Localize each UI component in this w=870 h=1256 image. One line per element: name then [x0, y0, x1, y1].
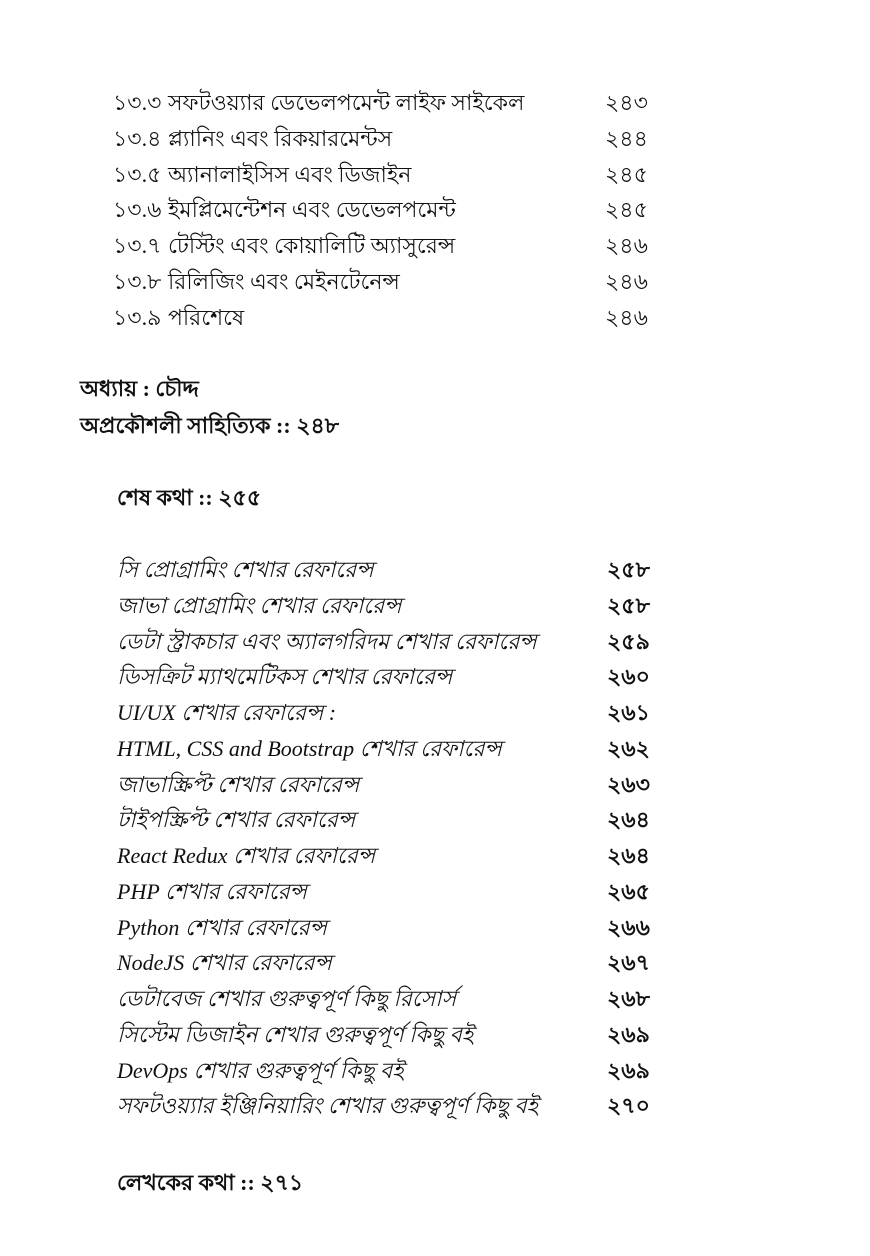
entry-page-number: ২৬৯	[607, 1057, 650, 1083]
entry-page-number: ২৬৩	[607, 771, 650, 797]
entry-page-number: ২৫৯	[607, 628, 650, 654]
entry-page-number: ২৬৬	[607, 914, 650, 940]
entry-page-number: ২৪৩	[605, 90, 648, 115]
toc-subsection-row	[113, 264, 648, 300]
entry-page-number: ২৪৪	[605, 125, 648, 151]
entry-title: সিস্টেম ডিজাইন শেখার গুরুত্বপূর্ণ কিছু বই	[117, 1021, 474, 1047]
toc-reference-row	[117, 588, 650, 624]
chapter-label: অধ্যায় : চৌদ্দ	[80, 376, 199, 401]
entry-title: NodeJS শেখার রেফারেন্স	[117, 950, 332, 976]
entry-title: Python শেখার রেফারেন্স	[117, 914, 327, 940]
toc-reference-row	[117, 767, 650, 803]
toc-subsection-row	[113, 300, 648, 336]
toc-reference-row	[117, 874, 650, 910]
entry-title: জাভাস্ক্রিপ্ট শেখার রেফারেন্স	[117, 771, 360, 797]
toc-subsection-row	[113, 157, 648, 193]
entry-title: HTML, CSS and Bootstrap শেখার রেফারেন্স	[117, 735, 502, 761]
toc-subsection-row	[113, 121, 648, 157]
entry-title: সফটওয়্যার ডেভেলপমেন্ট লাইফ সাইকেল	[167, 90, 525, 115]
toc-reference-row	[117, 910, 650, 946]
reference-list	[117, 552, 650, 1124]
toc-reference-row	[117, 695, 650, 731]
entry-page-number: ২৬৯	[607, 1021, 650, 1047]
toc-subsection-row	[113, 85, 648, 121]
entry-page-number: ২৬৫	[607, 878, 650, 904]
entry-title: DevOps শেখার গুরুত্বপূর্ণ কিছু বই	[117, 1057, 404, 1083]
toc-reference-row	[117, 552, 650, 588]
entry-title: রিলিজিং এবং মেইনটেনেন্স	[167, 268, 400, 294]
entry-title: পরিশেষে	[167, 304, 245, 330]
toc-reference-row	[117, 1053, 650, 1089]
entry-page-number: ২৪৬	[605, 233, 648, 258]
entry-title: টেস্টিং এবং কোয়ালিটি অ্যাসুরেন্স	[167, 233, 456, 258]
entry-number: ১৩.৮	[113, 268, 162, 294]
entry-page-number: ২৬০	[607, 664, 650, 690]
entry-title: ডেটা স্ট্রাকচার এবং অ্যালগরিদম শেখার রেফারেন্স	[117, 628, 537, 654]
toc-reference-row	[117, 659, 650, 695]
entry-title: React Redux শেখার রেফারেন্স	[117, 843, 376, 868]
chapter-title: অপ্রকৌশলী সাহিত্যিক :: ২৪৮	[80, 413, 340, 438]
toc-reference-row	[117, 838, 650, 874]
entry-page-number: ২৬৪	[607, 807, 650, 833]
toc-subsection-row	[113, 192, 648, 228]
toc-reference-row	[117, 624, 650, 660]
entry-number: ১৩.৫	[113, 161, 162, 187]
toc-subsection-row	[113, 228, 648, 264]
author-note-entry: লেখকের কথা :: ২৭১	[117, 1170, 304, 1195]
entry-title: ইমপ্লিমেন্টেশন এবং ডেভেলপমেন্ট	[167, 197, 456, 223]
entry-page-number: ২৫৮	[607, 557, 650, 582]
entry-number: ১৩.৯	[113, 304, 162, 330]
entry-page-number: ২৬৭	[607, 950, 650, 976]
entry-number: ১৩.৬	[113, 197, 162, 223]
toc-reference-row	[117, 981, 650, 1017]
entry-page-number: ২৭০	[607, 1093, 650, 1119]
entry-number: ১৩.৪	[113, 125, 162, 151]
entry-title: UI/UX শেখার রেফারেন্স :	[117, 700, 337, 725]
entry-title: প্ল্যানিং এবং রিকয়ারমেন্টস	[167, 125, 393, 151]
toc-reference-row	[117, 1017, 650, 1053]
toc-reference-row	[117, 1088, 650, 1124]
entry-page-number: ২৬১	[607, 700, 650, 725]
toc-reference-row	[117, 731, 650, 767]
entry-title: ডেটাবেজ শেখার গুরুত্বপূর্ণ কিছু রিসোর্স	[117, 986, 457, 1011]
entry-title: অ্যানালাইসিস এবং ডিজাইন	[167, 161, 412, 187]
entry-page-number: ২৬৪	[607, 843, 650, 868]
entry-number: ১৩.৭	[113, 233, 162, 258]
entry-page-number: ২৪৫	[605, 161, 648, 187]
entry-page-number: ২৪৫	[605, 197, 648, 223]
toc-reference-row	[117, 945, 650, 981]
entry-page-number: ২৪৬	[605, 268, 648, 294]
chapter-heading	[80, 370, 339, 444]
entry-page-number: ২৫৮	[607, 592, 650, 618]
entry-title: PHP শেখার রেফারেন্স	[117, 878, 307, 904]
entry-page-number: ২৬৮	[607, 986, 650, 1011]
entry-number: ১৩.৩	[113, 90, 162, 115]
entry-title: সফটওয়্যার ইঞ্জিনিয়ারিং শেখার গুরুত্বপূর্ণ কিছু বই	[117, 1093, 539, 1119]
entry-page-number: ২৪৬	[605, 304, 648, 330]
entry-title: ডিসক্রিট ম্যাথমেটিকস শেখার রেফারেন্স	[117, 664, 453, 690]
toc-reference-row	[117, 802, 650, 838]
entry-title: জাভা প্রোগ্রামিং শেখার রেফারেন্স	[117, 592, 402, 618]
subsection-list	[113, 85, 648, 335]
entry-title: টাইপস্ক্রিপ্ট শেখার রেফারেন্স	[117, 807, 356, 833]
epilogue-entry: শেষ কথা :: ২৫৫	[117, 485, 262, 510]
entry-title: সি প্রোগ্রামিং শেখার রেফারেন্স	[117, 557, 374, 582]
entry-page-number: ২৬২	[607, 735, 650, 761]
